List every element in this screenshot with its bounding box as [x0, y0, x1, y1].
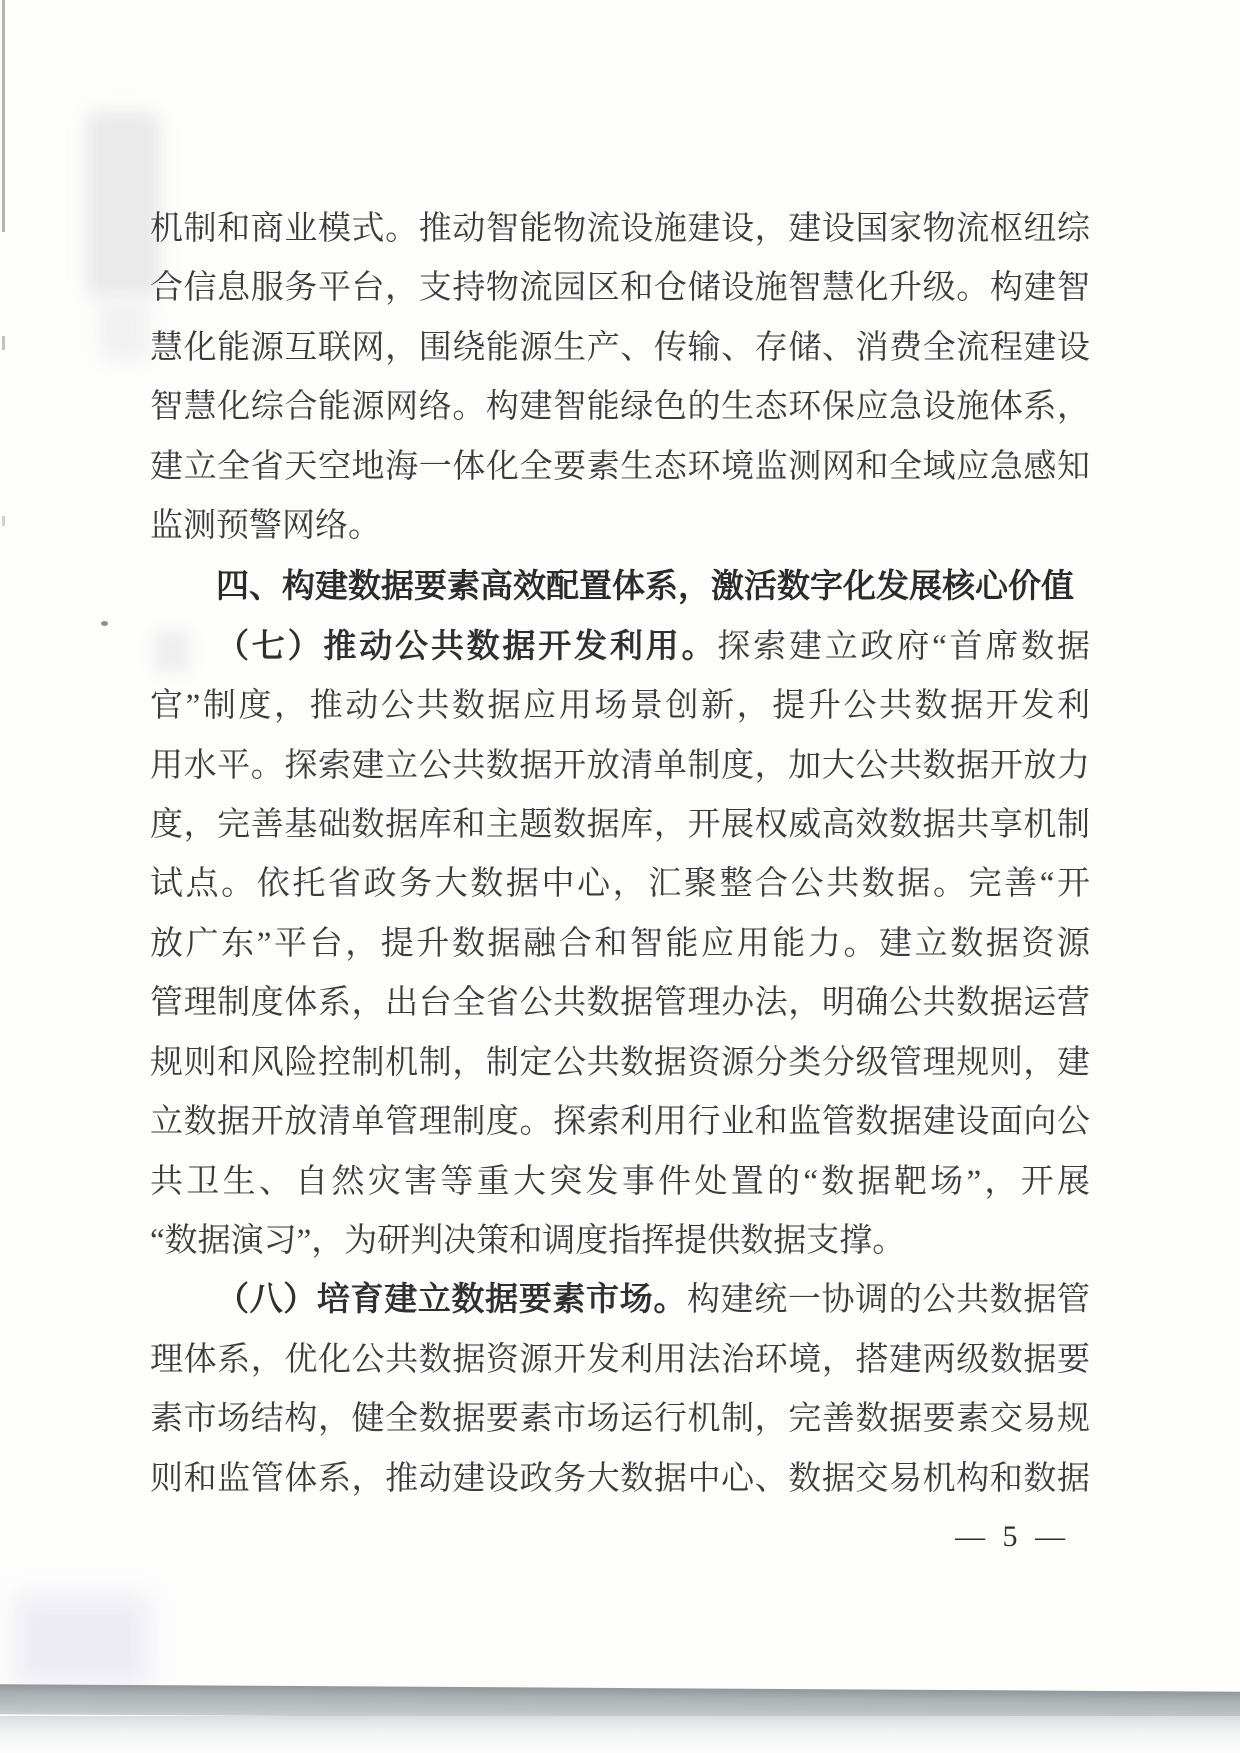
text-segment: 则和监管体系，推动建设政务大数据中心、数据交易机构和数据 [150, 1460, 1090, 1497]
text-line [150, 1034, 1090, 1093]
text-segment: 探索建立政府“首席数据 [717, 628, 1091, 665]
text-segment: 合信息服务平台，支持物流园区和仓储设施智慧化升级。构建智 [150, 270, 1090, 307]
text-segment: 试点。依托省政务大数据中心，汇聚整合公共数据。完善“开 [150, 866, 1090, 903]
text-line [150, 1271, 1090, 1330]
para-item-seven-public-data [150, 618, 1090, 1271]
text-line [150, 1450, 1090, 1509]
text-segment: 放广东”平台，提升数据融合和智能应用能力。建立数据资源 [150, 925, 1090, 962]
text-line [150, 556, 1090, 617]
scan-ghost-smudge [86, 112, 160, 297]
text-segment: 建立全省天空地海一体化全要素生态环境监测网和全域应急感知 [150, 448, 1090, 485]
scan-ghost-smudge [14, 1596, 149, 1686]
text-line [150, 200, 1090, 259]
text-segment: 智慧化综合能源网络。构建智能绿色的生态环保应急设施体系， [150, 389, 1090, 426]
text-line [150, 915, 1090, 974]
text-segment: 机制和商业模式。推动智能物流设施建设，建设国家物流枢纽综 [150, 211, 1090, 247]
text-line [150, 974, 1090, 1033]
para-item-eight-data-market [150, 1271, 1090, 1509]
text-line [150, 497, 1090, 556]
heading-section-four [150, 556, 1090, 617]
text-segment: 立数据开放清单管理制度。探索利用行业和监管数据建设面向公 [150, 1104, 1090, 1141]
text-line [150, 319, 1090, 378]
page-number: — 5 — [955, 1520, 1070, 1553]
text-line [150, 737, 1090, 796]
text-line [150, 378, 1090, 437]
scan-edge-tick [2, 336, 5, 350]
text-line [150, 855, 1090, 914]
text-line [150, 1093, 1090, 1152]
text-segment: “数据演习”，为研判决策和调度指挥提供数据支撑。 [150, 1222, 906, 1259]
text-segment: （八）培育建立数据要素市场。 [216, 1282, 687, 1319]
text-segment: 共卫生、自然灾害等重大突发事件处置的“数据靶场”，开展 [150, 1163, 1090, 1200]
text-segment: 构建统一协调的公共数据管 [686, 1282, 1091, 1319]
text-segment: 官”制度，推动公共数据应用场景创新，提升公共数据开发利 [150, 688, 1090, 725]
para-continuation-smart-infrastructure [150, 200, 1090, 556]
text-segment: 度，完善基础数据库和主题数据库，开展权威高效数据共享机制 [150, 807, 1090, 844]
text-line [150, 1153, 1090, 1212]
scan-speck [101, 621, 108, 626]
scan-ghost-smudge [100, 300, 150, 360]
text-line [150, 618, 1090, 677]
text-segment: 监测预警网络。 [150, 508, 381, 545]
text-segment: 用水平。探索建立公共数据开放清单制度，加大公共数据开放力 [150, 747, 1090, 784]
text-line [150, 1212, 1090, 1271]
text-line [150, 438, 1090, 497]
text-line [150, 796, 1090, 855]
text-segment: 管理制度体系，出台全省公共数据管理办法，明确公共数据运营 [150, 985, 1090, 1022]
text-segment: 四、构建数据要素高效配置体系，激活数字化发展核心价值 [216, 567, 1074, 605]
text-segment: （七）推动公共数据开发利用。 [216, 628, 718, 665]
text-line [150, 677, 1090, 736]
text-line [150, 1331, 1090, 1390]
text-line [150, 259, 1090, 318]
scan-edge-line [2, 0, 5, 232]
text-segment: 规则和风险控制机制，制定公共数据资源分类分级管理规则，建 [150, 1044, 1090, 1081]
text-segment: 素市场结构，健全数据要素市场运行机制，完善数据要素交易规 [150, 1401, 1090, 1438]
scan-edge-tick [2, 516, 5, 526]
document-body [150, 200, 1090, 1509]
text-segment: 慧化能源互联网，围绕能源生产、传输、存储、消费全流程建设 [150, 329, 1090, 366]
text-line [150, 1390, 1090, 1449]
scan-page-bottom-shadow [0, 1716, 1240, 1753]
text-segment: 理体系，优化公共数据资源开发利用法治环境，搭建两级数据要 [150, 1341, 1090, 1378]
